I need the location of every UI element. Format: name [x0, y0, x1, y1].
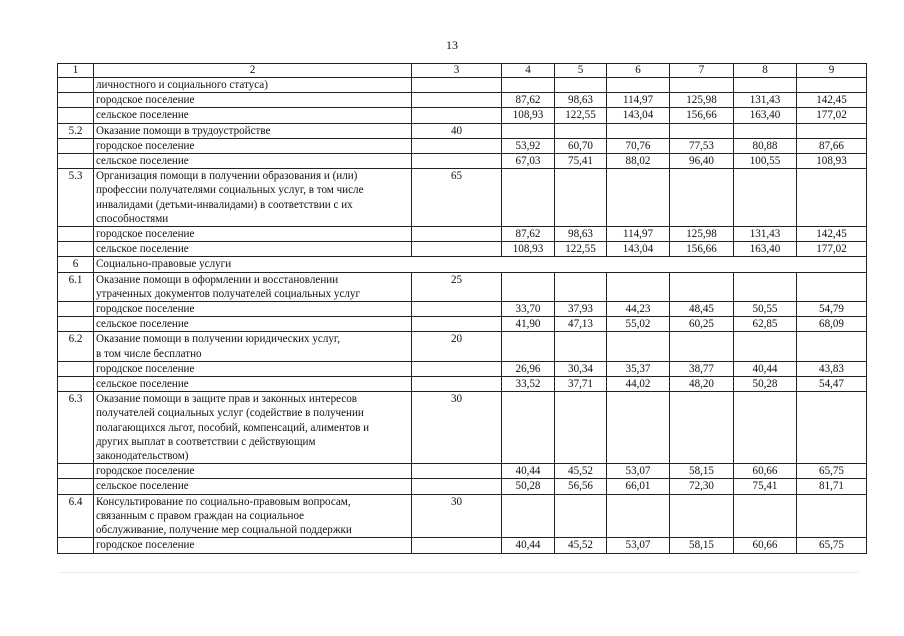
empty-value-cell — [502, 123, 555, 138]
table-row — [58, 479, 867, 494]
tariff-value: 60,70 — [555, 138, 607, 153]
tariff-value: 47,13 — [555, 317, 607, 332]
tariff-value: 108,93 — [797, 154, 867, 169]
empty-value-cell — [797, 494, 867, 538]
tariff-value: 48,20 — [670, 377, 734, 392]
empty-value-cell — [607, 78, 670, 93]
item-number-span — [58, 479, 94, 494]
item-description — [94, 494, 412, 538]
description-line: Оказание помощи в защите прав и законных интересов — [96, 393, 358, 406]
tariff-value: 53,92 — [502, 138, 555, 153]
header-row — [58, 64, 867, 78]
settlement-label: городское поселение — [94, 227, 412, 242]
tariff-value: 100,55 — [734, 154, 797, 169]
tariff-value: 62,85 — [734, 317, 797, 332]
empty-value-cell — [670, 123, 734, 138]
tariff-value: 125,98 — [670, 227, 734, 242]
tariff-value: 131,43 — [734, 227, 797, 242]
description-line: Консультирование по социально-правовым вопросам, — [96, 495, 351, 508]
tariff-value: 38,77 — [670, 361, 734, 376]
tariff-value: 41,90 — [502, 317, 555, 332]
empty-value-cell — [607, 392, 670, 464]
empty-value-cell — [797, 123, 867, 138]
header-cell: 6 — [607, 64, 670, 78]
norm-time: 30 — [412, 494, 502, 538]
empty-value-cell — [670, 494, 734, 538]
tariff-value: 26,96 — [502, 361, 555, 376]
tariff-value: 125,98 — [670, 93, 734, 108]
norm-span — [412, 361, 502, 376]
tariff-value: 70,76 — [607, 138, 670, 153]
description-line: способностями — [96, 212, 169, 225]
tariff-value: 37,71 — [555, 377, 607, 392]
empty-value-cell — [797, 272, 867, 301]
tariff-value: 108,93 — [502, 242, 555, 257]
norm-time: 40 — [412, 123, 502, 138]
norm-span — [412, 154, 502, 169]
empty-value-cell — [734, 169, 797, 227]
table-row — [58, 78, 867, 93]
norm-time — [412, 78, 502, 93]
table-row — [58, 317, 867, 332]
tariff-value: 67,03 — [502, 154, 555, 169]
norm-time: 20 — [412, 332, 502, 361]
norm-span — [412, 464, 502, 479]
item-description — [94, 123, 412, 138]
tariff-value: 114,97 — [607, 227, 670, 242]
tariff-value: 75,41 — [734, 479, 797, 494]
settlement-label: сельское поселение — [94, 242, 412, 257]
settlement-label: городское поселение — [94, 302, 412, 317]
tariff-value: 53,07 — [607, 538, 670, 553]
empty-value-cell — [502, 392, 555, 464]
tariff-value: 142,45 — [797, 227, 867, 242]
empty-value-cell — [734, 78, 797, 93]
tariff-value: 50,55 — [734, 302, 797, 317]
item-number-span — [58, 138, 94, 153]
empty-value-cell — [670, 392, 734, 464]
settlement-label: городское поселение — [94, 538, 412, 553]
item-description — [94, 392, 412, 464]
tariff-value: 156,66 — [670, 108, 734, 123]
empty-value-cell — [670, 332, 734, 361]
norm-span — [412, 108, 502, 123]
tariff-value: 54,79 — [797, 302, 867, 317]
tariff-value: 77,53 — [670, 138, 734, 153]
tariff-value: 108,93 — [502, 108, 555, 123]
empty-value-cell — [670, 78, 734, 93]
item-number: 6.3 — [58, 392, 94, 464]
empty-value-cell — [502, 169, 555, 227]
table-row — [58, 361, 867, 376]
tariff-value: 40,44 — [502, 538, 555, 553]
tariff-value: 68,09 — [797, 317, 867, 332]
description-line: личностного и социального статуса) — [96, 79, 268, 91]
table-row — [58, 257, 867, 272]
item-number-span — [58, 538, 94, 553]
empty-value-cell — [607, 332, 670, 361]
empty-value-cell — [734, 494, 797, 538]
tariff-value: 58,15 — [670, 464, 734, 479]
item-number-span — [58, 227, 94, 242]
empty-value-cell — [607, 123, 670, 138]
item-number-span — [58, 242, 94, 257]
item-description — [94, 78, 412, 93]
header-cell: 4 — [502, 64, 555, 78]
tariff-value: 156,66 — [670, 242, 734, 257]
empty-value-cell — [797, 392, 867, 464]
norm-time: 65 — [412, 169, 502, 227]
norm-span — [412, 479, 502, 494]
norm-span — [412, 538, 502, 553]
table-body — [58, 64, 867, 554]
item-number-span — [58, 302, 94, 317]
tariff-value: 87,62 — [502, 227, 555, 242]
norm-span — [412, 377, 502, 392]
tariff-value: 54,47 — [797, 377, 867, 392]
empty-value-cell — [734, 332, 797, 361]
empty-value-cell — [797, 332, 867, 361]
description-line: Организация помощи в получении образования и (или) — [96, 170, 358, 183]
table-row — [58, 392, 867, 464]
item-number-span — [58, 464, 94, 479]
tariff-value: 66,01 — [607, 479, 670, 494]
tariff-value: 33,70 — [502, 302, 555, 317]
table-row — [58, 242, 867, 257]
empty-value-cell — [734, 392, 797, 464]
settlement-label: сельское поселение — [94, 479, 412, 494]
table-row — [58, 377, 867, 392]
description-line: связанным с правом граждан на социальное — [96, 509, 305, 522]
item-description — [94, 332, 412, 361]
norm-span — [412, 93, 502, 108]
description-line: утраченных документов получателей социальных услуг — [96, 287, 361, 300]
item-number: 6.1 — [58, 272, 94, 301]
section-number: 6 — [58, 257, 94, 272]
settlement-label: сельское поселение — [94, 108, 412, 123]
tariff-value: 122,55 — [555, 242, 607, 257]
table-row — [58, 538, 867, 553]
tariff-value: 81,71 — [797, 479, 867, 494]
tariff-value: 43,83 — [797, 361, 867, 376]
description-line: в том числе бесплатно — [96, 347, 202, 360]
tariff-value: 72,30 — [670, 479, 734, 494]
empty-value-cell — [797, 78, 867, 93]
tariff-value: 44,23 — [607, 302, 670, 317]
tariff-value: 53,07 — [607, 464, 670, 479]
tariff-value: 88,02 — [607, 154, 670, 169]
tariff-value: 98,63 — [555, 227, 607, 242]
norm-span — [412, 227, 502, 242]
table-row — [58, 464, 867, 479]
tariff-value: 96,40 — [670, 154, 734, 169]
tariff-value: 40,44 — [502, 464, 555, 479]
empty-value-cell — [607, 494, 670, 538]
table-row — [58, 154, 867, 169]
empty-value-cell — [670, 272, 734, 301]
tariff-value: 44,02 — [607, 377, 670, 392]
item-number-span — [58, 93, 94, 108]
settlement-label: сельское поселение — [94, 317, 412, 332]
header-cell: 1 — [58, 64, 94, 78]
item-number-span — [58, 361, 94, 376]
tariff-value: 177,02 — [797, 242, 867, 257]
empty-value-cell — [555, 123, 607, 138]
empty-value-cell — [502, 78, 555, 93]
tariff-value: 163,40 — [734, 242, 797, 257]
description-line: инвалидами (детьми-инвалидами) в соответствии с их — [96, 198, 353, 211]
tariff-value: 48,45 — [670, 302, 734, 317]
norm-time: 30 — [412, 392, 502, 464]
table-row — [58, 169, 867, 227]
empty-value-cell — [607, 272, 670, 301]
tariff-table — [57, 63, 867, 554]
empty-value-cell — [502, 332, 555, 361]
description-line: законодательством) — [96, 450, 189, 463]
tariff-value: 50,28 — [734, 377, 797, 392]
description-line: других выплат в соответствии с действующим — [96, 435, 316, 448]
item-description — [94, 169, 412, 227]
empty-value-cell — [734, 272, 797, 301]
empty-value-cell — [734, 123, 797, 138]
tariff-value: 142,45 — [797, 93, 867, 108]
empty-value-cell — [670, 169, 734, 227]
item-number: 6.4 — [58, 494, 94, 538]
tariff-value: 45,52 — [555, 538, 607, 553]
tariff-value: 75,41 — [555, 154, 607, 169]
empty-value-cell — [555, 494, 607, 538]
header-cell: 3 — [412, 64, 502, 78]
header-cell: 2 — [94, 64, 412, 78]
tariff-value: 40,44 — [734, 361, 797, 376]
header-cell: 8 — [734, 64, 797, 78]
settlement-label: сельское поселение — [94, 154, 412, 169]
empty-value-cell — [607, 169, 670, 227]
tariff-value: 122,55 — [555, 108, 607, 123]
table-row — [58, 93, 867, 108]
tariff-value: 45,52 — [555, 464, 607, 479]
tariff-value: 98,63 — [555, 93, 607, 108]
description-line: получателей социальных услуг (содействие в получении — [96, 407, 364, 420]
tariff-value: 37,93 — [555, 302, 607, 317]
empty-value-cell — [555, 169, 607, 227]
scan-dots — [60, 572, 860, 579]
settlement-label: городское поселение — [94, 361, 412, 376]
table-row — [58, 227, 867, 242]
tariff-value: 60,66 — [734, 464, 797, 479]
empty-value-cell — [555, 78, 607, 93]
item-description — [94, 272, 412, 301]
tariff-value: 56,56 — [555, 479, 607, 494]
tariff-value: 30,34 — [555, 361, 607, 376]
settlement-label: городское поселение — [94, 138, 412, 153]
tariff-value: 87,66 — [797, 138, 867, 153]
description-line: профессии получателями социальных услуг, в том числе — [96, 184, 364, 197]
tariff-value: 131,43 — [734, 93, 797, 108]
description-line: Оказание помощи в трудоустройстве — [96, 124, 271, 137]
header-cell: 5 — [555, 64, 607, 78]
table-row — [58, 138, 867, 153]
table-row — [58, 494, 867, 538]
table-row — [58, 108, 867, 123]
item-number-span — [58, 317, 94, 332]
norm-span — [412, 317, 502, 332]
tariff-value: 35,37 — [607, 361, 670, 376]
tariff-value: 177,02 — [797, 108, 867, 123]
tariff-value: 50,28 — [502, 479, 555, 494]
description-line: Оказание помощи в оформлении и восстановлении — [96, 273, 339, 286]
norm-span — [412, 242, 502, 257]
norm-time: 25 — [412, 272, 502, 301]
item-number-span — [58, 377, 94, 392]
table-row — [58, 302, 867, 317]
tariff-value: 60,66 — [734, 538, 797, 553]
settlement-label: сельское поселение — [94, 377, 412, 392]
item-number-span — [58, 108, 94, 123]
empty-value-cell — [555, 332, 607, 361]
item-number — [58, 78, 94, 93]
item-number: 6.2 — [58, 332, 94, 361]
tariff-value: 163,40 — [734, 108, 797, 123]
item-number: 5.2 — [58, 123, 94, 138]
description-line: обслуживание, получение мер социальной поддержки — [96, 524, 352, 537]
empty-value-cell — [502, 272, 555, 301]
tariff-value: 60,25 — [670, 317, 734, 332]
header-cell: 7 — [670, 64, 734, 78]
page-number: 13 — [446, 38, 458, 52]
section-title: Социально-правовые услуги — [94, 257, 867, 272]
settlement-label: городское поселение — [94, 93, 412, 108]
tariff-value: 65,75 — [797, 464, 867, 479]
header-cell: 9 — [797, 64, 867, 78]
tariff-value: 33,52 — [502, 377, 555, 392]
item-number-span — [58, 154, 94, 169]
tariff-value: 87,62 — [502, 93, 555, 108]
description-line: Оказание помощи в получении юридических услуг, — [96, 333, 340, 346]
norm-span — [412, 138, 502, 153]
table-row — [58, 272, 867, 301]
tariff-value: 143,04 — [607, 242, 670, 257]
norm-span — [412, 302, 502, 317]
settlement-label: городское поселение — [94, 464, 412, 479]
empty-value-cell — [555, 272, 607, 301]
tariff-value: 65,75 — [797, 538, 867, 553]
empty-value-cell — [797, 169, 867, 227]
empty-value-cell — [555, 392, 607, 464]
tariff-value: 114,97 — [607, 93, 670, 108]
tariff-value: 143,04 — [607, 108, 670, 123]
table-row — [58, 123, 867, 138]
empty-value-cell — [502, 494, 555, 538]
item-number: 5.3 — [58, 169, 94, 227]
tariff-value: 58,15 — [670, 538, 734, 553]
tariff-value: 80,88 — [734, 138, 797, 153]
table-row — [58, 332, 867, 361]
tariff-value: 55,02 — [607, 317, 670, 332]
description-line: полагающихся льгот, пособий, компенсаций, алиментов и — [96, 421, 370, 434]
